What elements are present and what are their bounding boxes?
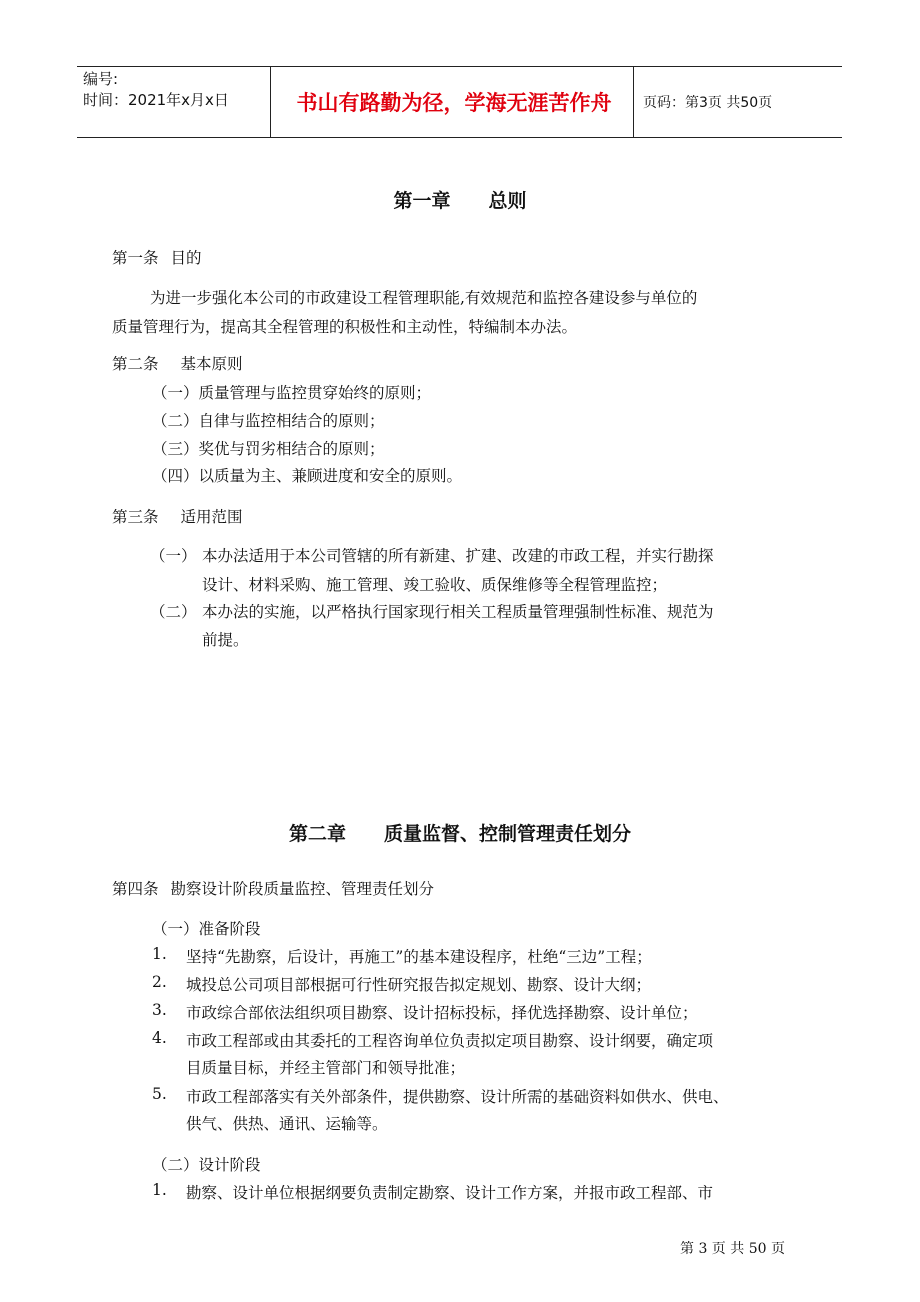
list-item: （三）奖优与罚劣相结合的原则；: [152, 440, 385, 458]
list-item-number: 2.: [152, 973, 167, 991]
page-footer: 第 3 页 共 50 页: [680, 1241, 785, 1257]
article-heading: [112, 352, 243, 374]
header-motto: 书山有路勤为径，学海无涯苦作舟: [296, 90, 612, 115]
list-item: （一）质量管理与监控贯穿始终的原则；: [152, 384, 432, 402]
header-divider: [270, 67, 271, 137]
time-label: 时间：2021年x月x日: [83, 91, 229, 109]
chapter-number: 第二章: [288, 823, 346, 845]
list-item-line: 设计、材料采购、施工管理、竣工验收、质保维修等全程管理监控；: [202, 576, 668, 594]
stage-heading: （一）准备阶段: [152, 920, 261, 938]
stage-heading: （二）设计阶段: [152, 1156, 261, 1174]
paragraph-line: 质量管理行为，提高其全程管理的积极性和主动性，特编制本办法。: [112, 318, 578, 336]
chapter-title: [0, 186, 920, 213]
list-item-line: 本办法适用于本公司管辖的所有新建、扩建、改建的市政工程，并实行勘探: [202, 547, 714, 565]
header-divider: [633, 67, 634, 137]
list-item-line: 市政工程部落实有关外部条件，提供勘察、设计所需的基础资料如供水、供电、: [186, 1088, 729, 1106]
list-item-line: 坚持“先勘察，后设计，再施工”的基本建设程序，杜绝“三边”工程；: [186, 948, 652, 966]
list-item-label: （一）: [150, 547, 197, 565]
article-number: 第二条: [112, 355, 159, 373]
article-heading: [112, 877, 434, 899]
article-name: 适用范围: [180, 508, 243, 526]
chapter-title: [0, 819, 920, 846]
article-heading: [112, 505, 243, 527]
list-item: （四）以质量为主、兼顾进度和安全的原则。: [152, 467, 463, 485]
list-item: （二）自律与监控相结合的原则；: [152, 412, 385, 430]
article-number: 第一条: [112, 249, 159, 267]
list-item-line: 市政工程部或由其委托的工程咨询单位负责拟定项目勘察、设计纲要，确定项: [186, 1032, 714, 1050]
list-item-line: 市政综合部依法组织项目勘察、设计招标投标，择优选择勘察、设计单位；: [186, 1004, 698, 1022]
list-item-line: 目质量目标，并经主管部门和领导批准；: [186, 1059, 466, 1077]
list-item-line: 城投总公司项目部根据可行性研究报告拟定规划、勘察、设计大纲；: [186, 976, 652, 994]
list-item-line: 本办法的实施，以严格执行国家现行相关工程质量管理强制性标准、规范为: [202, 603, 714, 621]
list-item-line: 勘察、设计单位根据纲要负责制定勘察、设计工作方案，并报市政工程部、市: [186, 1184, 714, 1202]
article-name: 目的: [170, 249, 202, 267]
list-item-line: 供气、供热、通讯、运输等。: [186, 1115, 388, 1133]
paragraph-line: 为进一步强化本公司的市政建设工程管理职能,有效规范和监控各建设参与单位的: [150, 289, 698, 307]
list-item-number: 1.: [152, 945, 167, 963]
chapter-name: 质量监督、控制管理责任划分: [384, 823, 632, 845]
list-item-number: 5.: [152, 1085, 167, 1103]
article-heading: [112, 246, 202, 268]
article-number: 第四条: [112, 880, 159, 898]
chapter-number: 第一章: [393, 190, 451, 212]
article-number: 第三条: [112, 508, 159, 526]
header-page-info: 页码：第3页 共50页: [643, 95, 773, 111]
chapter-name: 总则: [488, 190, 527, 212]
header-meta: [83, 69, 269, 135]
list-item-number: 3.: [152, 1001, 167, 1019]
article-name: 勘察设计阶段质量监控、管理责任划分: [170, 880, 435, 898]
list-item-number: 4.: [152, 1029, 167, 1047]
article-name: 基本原则: [180, 355, 243, 373]
list-item-number: 1.: [152, 1181, 167, 1199]
list-item-line: 前提。: [202, 631, 249, 649]
page-header: [77, 66, 842, 138]
code-label: 编号:: [83, 70, 119, 88]
list-item-label: （二）: [150, 603, 197, 621]
